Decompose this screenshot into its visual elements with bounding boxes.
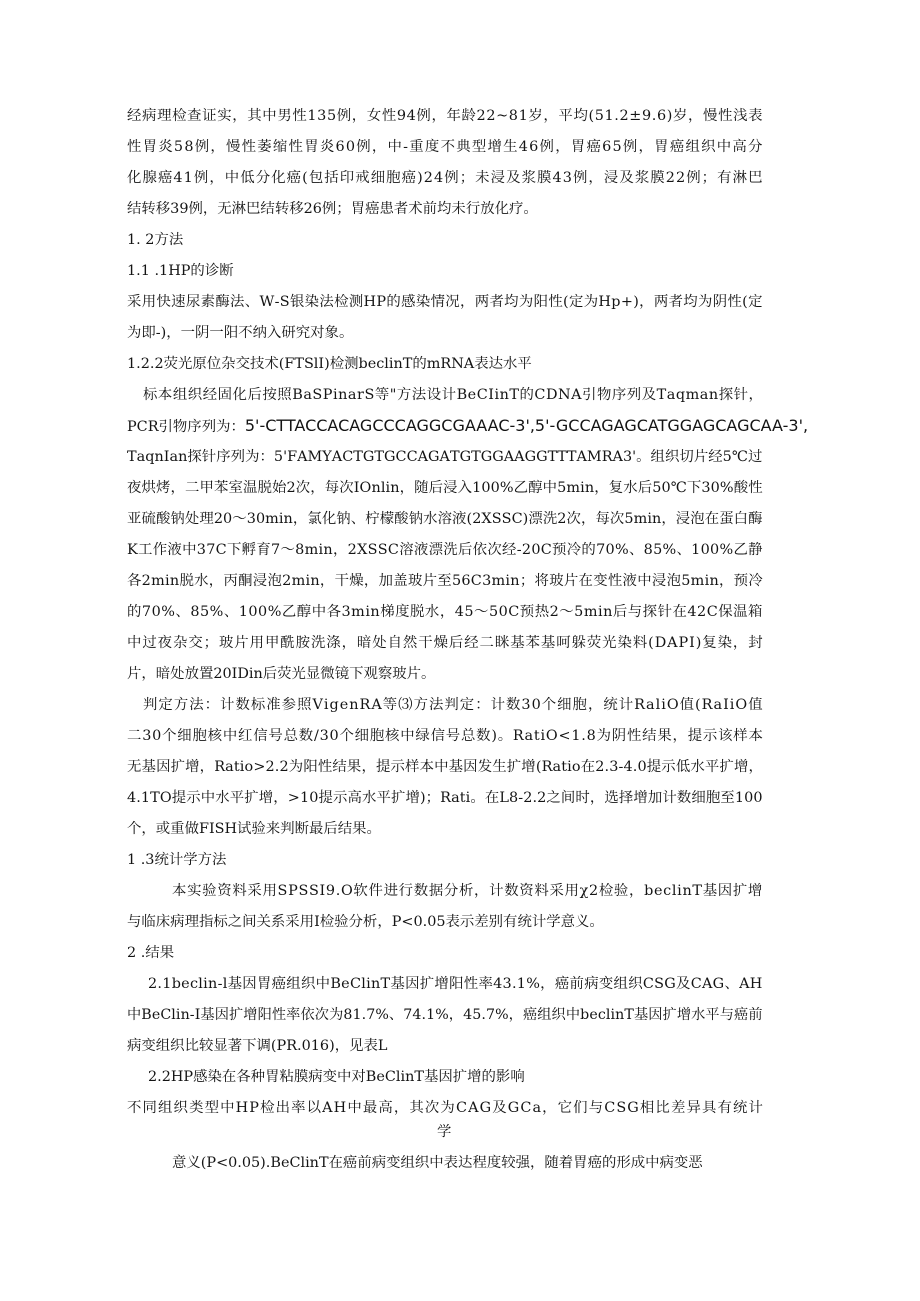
text-line: 采 用 快 速 尿 素 酶 法 、 W - S 银 染 法 检 测 H P 的 感 染 情 况 ， 两 者 均 为 阳 性 ( 定 为 H p + ) ， 两 者 均 为 阴 性 ( 定 — [127, 294, 763, 310]
text-line: 性 胃 炎 5 8 例 ， 慢 性 萎 缩 性 胃 炎 6 0 例 ， 中 - 重 度 不 典 型 增 生 4 6 例 ， 胃 癌 6 5 例 ， 胃 癌 组 织 中 高 分 — [127, 139, 763, 155]
text-line: 片，暗处放置20IDin后荧光显微镜下观察玻片。 — [127, 666, 436, 682]
text-line: K 工 作 液 中 3 7 C 下 孵 育 7 ～ 8 m i n ， 2 X S S C 溶 液 漂 洗 后 依 次 经 - 2 0 C 预 冷 的 7 0 % 、 8 5 % 、 1 0 0 % 乙 静 — [127, 542, 763, 558]
text-line: 二 3 0 个 细 胞 核 中 红 信 号 总 数 / 3 0 个 细 胞 核 中 绿 信 号 总 数 ) 。 R a t i O < 1 . 8 为 阴 性 结 果 ， 提 示 该 样 本 — [127, 728, 763, 744]
text-line: 各 2 m i n 脱 水 ， 丙 酮 浸 泡 2 m i n ， 干 燥 ， 加 盖 玻 片 至 5 6 C 3 m i n ； 将 玻 片 在 变 性 液 中 浸 泡 5 m i n ， 预 冷 — [127, 573, 763, 589]
text-line: 无 基 因 扩 增 ， R a t i o > 2 . 2 为 阳 性 结 果 ， 提 示 样 本 中 基 因 发 生 扩 增 ( R a t i o 在 2 . 3 - 4 . 0 提 示 低 水 平 扩 增 ， — [127, 759, 763, 775]
text-line: 中 过 夜 杂 交 ； 玻 片 用 甲 酰 胺 洗 涤 ， 暗 处 自 然 干 燥 后 经 二 眯 基 苯 基 呵 躲 荧 光 染 料 ( D A P I ) 复 染 ， 封 — [127, 635, 763, 651]
text-line: 经 病 理 检 查 证 实 ， 其 中 男 性 1 3 5 例 ， 女 性 9 4 例 ， 年 龄 2 2 ~ 8 1 岁 ， 平 均 ( 5 1 . 2 ± 9 . 6 ) 岁 ， 慢 性 浅 表 — [127, 108, 763, 124]
text-line: 为即-)，一阴一阳不纳入研究对象。 — [127, 325, 354, 341]
text-line: 夜 烘 烤 ， 二 甲 苯 室 温 脱 始 2 次 ， 每 次 I O n l i n ， 随 后 浸 入 1 0 0 % 乙 醇 中 5 m i n ， 复 水 后 5 0 ℃ 下 3 0 % 酸 性 — [127, 480, 763, 496]
text-line: 结转移39例，无淋巴结转移26例；胃癌患者术前均未行放化疗。 — [127, 201, 538, 217]
text-line: 病变组织比较显著下调(PR.016)，见表L — [127, 1038, 388, 1054]
subsection-heading: 2.2HP感染在各种胃粘膜病变中对BeClinT基因扩增的影响 — [148, 1069, 525, 1085]
text-line: 个，或重做FISH试验来判断最后结果。 — [127, 821, 381, 837]
text-line: 4 . 1 T O 提 示 中 水 平 扩 增 ， > 1 0 提 示 高 水 平 扩 增 ) ； R a t i 。 在 L 8 - 2 . 2 之 间 时 ， 选 择 增 加 计 数 细 胞 至 1 0 0 — [127, 790, 763, 806]
text-line: 2 . 1 b e c l i n - l 基 因 胃 癌 组 织 中 B e C l i n T 基 因 扩 增 阳 性 率 4 3 . 1 % ， 癌 前 病 变 组 织 C S G 及 C A G 、 A H — [148, 976, 763, 992]
text-line: 的 7 0 % 、 8 5 % 、 1 0 0 % 乙 醇 中 各 3 m i n 梯 度 脱 水 ， 4 5 ～ 5 0 C 预 热 2 ～ 5 m i n 后 与 探 针 在 4 2 C 保 温 箱 — [127, 604, 763, 620]
text-line: 意义(P<0.05).BeClinT在癌前病变组织中表达程度较强，随着胃癌的形成中病变恶 — [172, 1155, 703, 1171]
primer-label: PCR引物序列为： — [127, 419, 245, 435]
subsection-heading: 1.2.2荧光原位杂交技术(FTSlI)检测beclinT的mRNA表达水平 — [127, 356, 532, 372]
section-heading: 2 .结果 — [127, 945, 175, 961]
text-line: 标 本 组 织 经 固 化 后 按 照 B a S P i n a r S 等 " 方 法 设 计 B e C I i n T 的 C D N A 引 物 序 列 及 T a q m a n 探 针 ， — [143, 387, 763, 403]
text-line: 学 — [437, 1124, 452, 1140]
text-line: 与临床病理指标之间关系采用I检验分析，P<0.05表示差别有统计学意义。 — [127, 914, 604, 930]
text-line: 判 定 方 法 ： 计 数 标 准 参 照 V i g e n R A 等 ⑶ 方 法 判 定 ： 计 数 3 0 个 细 胞 ， 统 计 R a l i O 值 ( R a I i O 值 — [143, 697, 763, 713]
text-line: 化 腺 癌 4 1 例 ， 中 低 分 化 癌 ( 包 括 印 戒 细 胞 癌 ) 2 4 例 ； 未 浸 及 浆 膜 4 3 例 ， 浸 及 浆 膜 2 2 例 ； 有 淋 巴 — [127, 170, 763, 186]
text-line — [127, 416, 808, 437]
text-line: T a q n I a n 探 针 序 列 为 ： 5 ' F A M Y A C T G T G C C A G A T G T G G A A G G T T T A M R A 3 ' 。 组 织 切 片 经 5 ℃ 过 — [127, 449, 763, 465]
subsection-heading: 1.1 .1HP的诊断 — [127, 263, 234, 279]
text-line: 亚 硫 酸 钠 处 理 2 0 ～ 3 0 m i n ， 氯 化 钠 、 柠 檬 酸 钠 水 溶 液 ( 2 X S S C ) 漂 洗 2 次 ， 每 次 5 m i n ， 浸 泡 在 蛋 白 酶 — [127, 511, 763, 527]
section-heading: 1 .3统计学方法 — [127, 852, 227, 868]
text-line: 中 B e C l i n - I 基 因 扩 增 阳 性 率 依 次 为 8 1 . 7 % 、 7 4 . 1 % ， 4 5 . 7 % ， 癌 组 织 中 b e c l i n T 基 因 扩 增 水 平 与 癌 前 — [127, 1007, 763, 1023]
section-heading: 1. 2方法 — [127, 232, 184, 248]
text-line: 不 同 组 织 类 型 中 H P 检 出 率 以 A H 中 最 高 ， 其 次 为 C A G 及 G C a ， 它 们 与 C S G 相 比 差 异 具 有 统 计 — [127, 1100, 763, 1116]
text-line: 本 实 验 资 料 采 用 S P S S I 9 . O 软 件 进 行 数 据 分 析 ， 计 数 资 料 采 用 χ 2 检 验 ， b e c l i n T 基 因 扩 增 — [172, 883, 763, 899]
primer-sequence: 5'-CTTACCACAGCCCAGGCGAAAC-3',5'-GCCAGAGCATGGAGCAGCAA-3', — [244, 416, 809, 435]
